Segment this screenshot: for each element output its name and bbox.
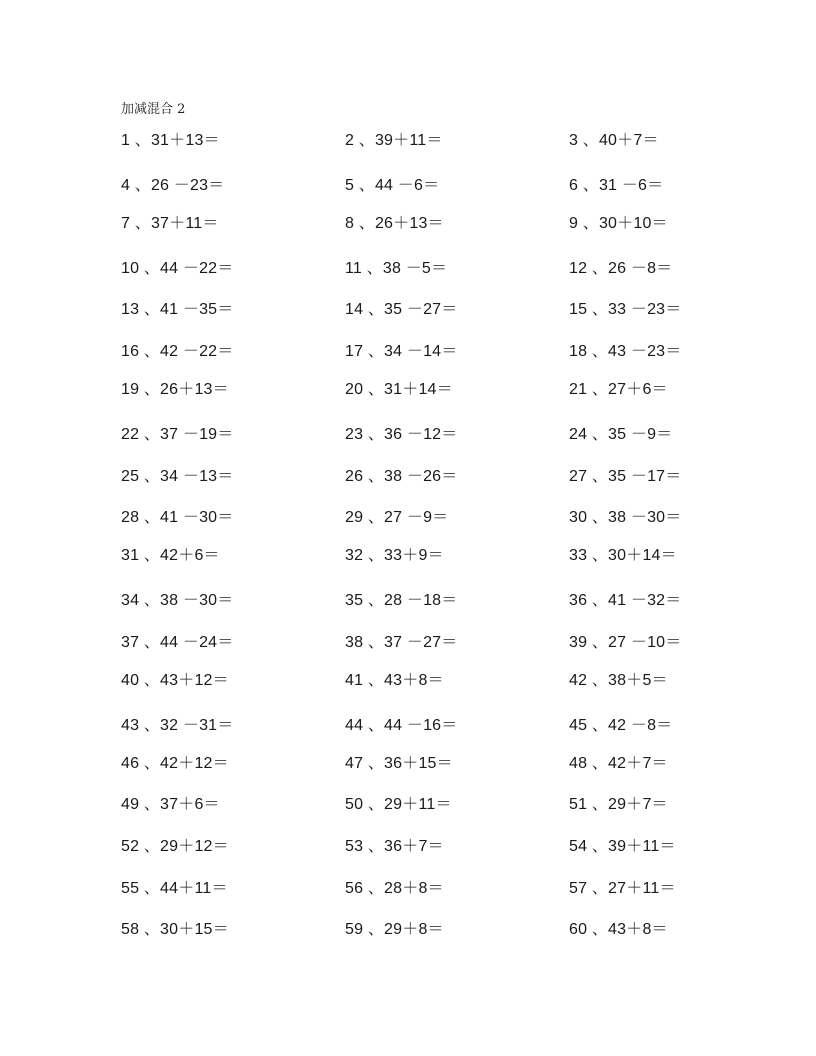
math-problem: 12 、26 －8＝: [569, 260, 673, 277]
math-problem: 49 、37＋6＝: [121, 796, 220, 813]
math-problem: 28 、41 －30＝: [121, 509, 234, 526]
math-problem: 11 、38 －5＝: [345, 260, 448, 277]
math-problem: 32 、33＋9＝: [345, 547, 444, 564]
math-problem: 42 、38＋5＝: [569, 672, 668, 689]
math-problem: 41 、43＋8＝: [345, 672, 444, 689]
math-problem: 1 、31＋13＝: [121, 132, 220, 149]
math-problem: 21 、27＋6＝: [569, 381, 668, 398]
math-problem: 58 、30＋15＝: [121, 921, 229, 938]
math-problem: 20 、31＋14＝: [345, 381, 453, 398]
math-problem: 57 、27＋11＝: [569, 880, 676, 897]
math-problem: 47 、36＋15＝: [345, 755, 453, 772]
math-problem: 44 、44 －16＝: [345, 717, 458, 734]
math-problem: 13 、41 －35＝: [121, 301, 234, 318]
math-problem: 35 、28 －18＝: [345, 592, 458, 609]
math-problem: 37 、44 －24＝: [121, 634, 234, 651]
math-problem: 43 、32 －31＝: [121, 717, 234, 734]
math-problem: 4 、26 －23＝: [121, 177, 225, 194]
math-problem: 31 、42＋6＝: [121, 547, 220, 564]
math-problem: 7 、37＋11＝: [121, 215, 219, 232]
math-problem: 38 、37 －27＝: [345, 634, 458, 651]
math-problem: 40 、43＋12＝: [121, 672, 229, 689]
math-problem: 10 、44 －22＝: [121, 260, 234, 277]
math-problem: 2 、39＋11＝: [345, 132, 443, 149]
math-problem: 9 、30＋10＝: [569, 215, 668, 232]
math-problem: 25 、34 －13＝: [121, 468, 234, 485]
math-problem: 60 、43＋8＝: [569, 921, 668, 938]
math-problem: 48 、42＋7＝: [569, 755, 668, 772]
math-problem: 17 、34 －14＝: [345, 343, 458, 360]
math-problem: 5 、44 －6＝: [345, 177, 440, 194]
math-problem: 27 、35 －17＝: [569, 468, 682, 485]
math-problem: 15 、33 －23＝: [569, 301, 682, 318]
math-problem: 18 、43 －23＝: [569, 343, 682, 360]
math-problem: 26 、38 －26＝: [345, 468, 458, 485]
math-problem: 34 、38 －30＝: [121, 592, 234, 609]
math-problem: 55 、44＋11＝: [121, 880, 228, 897]
math-problem: 23 、36 －12＝: [345, 426, 458, 443]
math-problem: 45 、42 －8＝: [569, 717, 673, 734]
math-problem: 51 、29＋7＝: [569, 796, 668, 813]
worksheet-title: 加减混合 2: [121, 102, 186, 117]
math-problem: 14 、35 －27＝: [345, 301, 458, 318]
math-problem: 19 、26＋13＝: [121, 381, 229, 398]
math-problem: 16 、42 －22＝: [121, 343, 234, 360]
math-problem: 46 、42＋12＝: [121, 755, 229, 772]
math-problem: 29 、27 －9＝: [345, 509, 449, 526]
math-problem: 3 、40＋7＝: [569, 132, 659, 149]
math-problem: 6 、31 －6＝: [569, 177, 664, 194]
math-problem: 56 、28＋8＝: [345, 880, 444, 897]
math-problem: 22 、37 －19＝: [121, 426, 234, 443]
math-problem: 36 、41 －32＝: [569, 592, 682, 609]
math-problem: 50 、29＋11＝: [345, 796, 452, 813]
math-problem: 59 、29＋8＝: [345, 921, 444, 938]
math-problem: 8 、26＋13＝: [345, 215, 444, 232]
math-problem: 52 、29＋12＝: [121, 838, 229, 855]
math-problem: 53 、36＋7＝: [345, 838, 444, 855]
math-problem: 30 、38 －30＝: [569, 509, 682, 526]
math-problem: 39 、27 －10＝: [569, 634, 682, 651]
math-problem: 24 、35 －9＝: [569, 426, 673, 443]
math-problem: 54 、39＋11＝: [569, 838, 676, 855]
math-problem: 33 、30＋14＝: [569, 547, 677, 564]
